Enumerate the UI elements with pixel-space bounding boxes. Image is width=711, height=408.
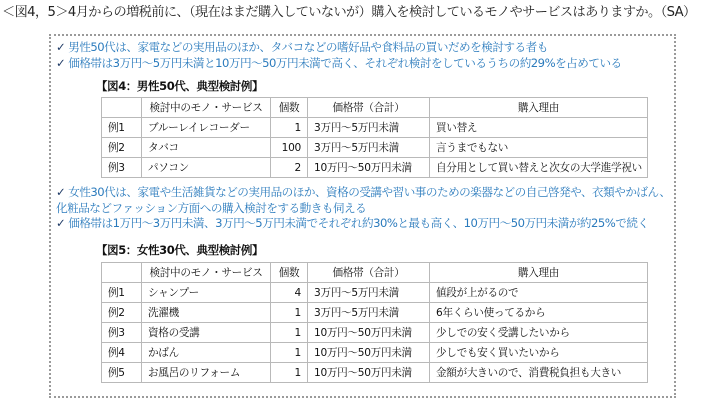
table-row <box>102 138 648 158</box>
reason-cell: 金額が大きいので、消費税負担も大きい <box>430 363 648 383</box>
example-label: 例1 <box>102 118 142 138</box>
table-row <box>102 283 648 303</box>
figure-title: 【図5：女性30代、典型検討例】 <box>96 243 264 257</box>
header-cell: 検討中のモノ・サービス <box>142 263 271 283</box>
figure-title: 【図4：男性50代、典型検討例】 <box>96 79 264 93</box>
item-cell: 洗濯機 <box>142 303 271 323</box>
check-icon: ✓ <box>56 216 66 230</box>
section2-bullets <box>56 185 671 232</box>
price-cell: 10万円～50万円未満 <box>308 363 430 383</box>
price-cell: 3万円～5万円未満 <box>308 138 430 158</box>
check-icon: ✓ <box>56 185 66 199</box>
reason-cell: 買い替え <box>430 118 648 138</box>
header-cell <box>102 263 142 283</box>
bullet: ✓ 価格帯は1万円～3万円未満、3万円～5万円未満でそれぞれ約30%と最も高く、10万円～50万円未満が約25%で続く <box>56 216 649 230</box>
reason-cell: 自分用として買い替えと次女の大学進学祝い <box>430 158 648 178</box>
check-icon: ✓ <box>56 55 66 70</box>
reason-cell: 6年くらい使ってるから <box>430 303 648 323</box>
count-cell: 1 <box>271 343 308 363</box>
table-row <box>102 323 648 343</box>
example-label: 例2 <box>102 303 142 323</box>
count-cell: 1 <box>271 323 308 343</box>
table-row <box>102 303 648 323</box>
count-cell: 1 <box>271 363 308 383</box>
table-header-row <box>102 263 648 283</box>
count-cell: 2 <box>271 158 308 178</box>
check-icon: ✓ <box>56 40 66 54</box>
item-cell: タバコ <box>142 138 271 158</box>
item-cell: ブルーレイレコーダー <box>142 118 271 138</box>
price-cell: 10万円～50万円未満 <box>308 323 430 343</box>
item-cell: かばん <box>142 343 271 363</box>
bullet: ✓ 価格帯は3万円～5万円未満と10万円～50万円未満で高く、それぞれ検討をしているうちの約29%を占めている <box>56 55 622 70</box>
table-row <box>102 363 648 383</box>
count-cell: 1 <box>271 303 308 323</box>
item-cell: シャンプー <box>142 283 271 303</box>
example-table-male-50s <box>101 97 648 178</box>
header-cell: 価格帯（合計） <box>308 98 430 118</box>
header-cell <box>102 98 142 118</box>
example-label: 例3 <box>102 323 142 343</box>
header-cell: 価格帯（合計） <box>308 263 430 283</box>
reason-cell: 言うまでもない <box>430 138 648 158</box>
count-cell: 4 <box>271 283 308 303</box>
bullet: ✓ 男性50代は、家電などの実用品のほか、タバコなどの嗜好品や食料品の買いだめを検討する者も <box>56 40 548 54</box>
item-cell: 資格の受講 <box>142 323 271 343</box>
table-header-row <box>102 98 648 118</box>
reason-cell: 少しでも安く買いたいから <box>430 343 648 363</box>
header-cell: 購入理由 <box>430 98 648 118</box>
header-cell: 個数 <box>271 263 308 283</box>
example-label: 例5 <box>102 363 142 383</box>
price-cell: 3万円～5万円未満 <box>308 303 430 323</box>
header-cell: 個数 <box>271 98 308 118</box>
item-cell: お風呂のリフォーム <box>142 363 271 383</box>
section1-bullets <box>56 40 671 71</box>
item-cell: パソコン <box>142 158 271 178</box>
price-cell: 3万円～5万円未満 <box>308 118 430 138</box>
price-cell: 10万円～50万円未満 <box>308 343 430 363</box>
header-cell: 検討中のモノ・サービス <box>142 98 271 118</box>
example-label: 例2 <box>102 138 142 158</box>
price-cell: 10万円～50万円未満 <box>308 158 430 178</box>
example-table-female-30s <box>101 262 648 383</box>
reason-cell: 値段が上がるので <box>430 283 648 303</box>
example-label: 例3 <box>102 158 142 178</box>
reason-cell: 少しでの安く受講したいから <box>430 323 648 343</box>
price-cell: 3万円～5万円未満 <box>308 283 430 303</box>
header-cell: 購入理由 <box>430 263 648 283</box>
table-row <box>102 158 648 178</box>
table-row <box>102 343 648 363</box>
table-row <box>102 118 648 138</box>
page-title: ＜図4，5＞4月からの増税前に、（現在はまだ購入していないが）購入を検討しているモノやサービスはありますか。（SA） <box>2 5 696 20</box>
bullet: ✓ 女性30代は、家電や生活雑貨などの実用品のほか、資格の受講や習い事のための楽器などの自己啓発や、衣類やかばん、化粧品などファッション方面への購入検討をする動きも伺える <box>56 185 671 215</box>
example-label: 例1 <box>102 283 142 303</box>
example-label: 例4 <box>102 343 142 363</box>
count-cell: 100 <box>271 138 308 158</box>
count-cell: 1 <box>271 118 308 138</box>
